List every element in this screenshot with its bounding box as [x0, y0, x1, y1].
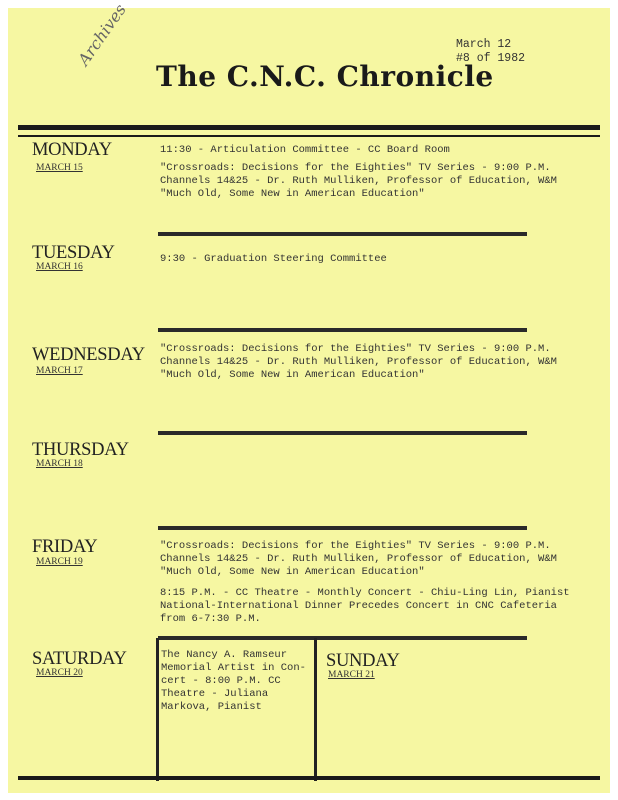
monday-entry-3: Channels 14&25 - Dr. Ruth Mulliken, Professor of Education, W&M — [160, 175, 557, 187]
issue-date: March 12 — [456, 38, 512, 51]
issue-number: #8 of 1982 — [456, 52, 526, 65]
footer-rule — [18, 776, 600, 780]
day-date-thursday: MARCH 18 — [36, 459, 83, 469]
wednesday-entry-2: Channels 14&25 - Dr. Ruth Mulliken, Professor of Education, W&M — [160, 356, 557, 368]
separator-thursday — [158, 526, 527, 530]
newsletter-title: The C.N.C. Chronicle — [156, 60, 494, 93]
saturday-entry-4: Theatre - Juliana — [161, 688, 269, 700]
saturday-entry-5: Markova, Pianist — [161, 701, 262, 713]
friday-entry-6: from 6-7:30 P.M. — [160, 613, 261, 625]
day-name-monday: MONDAY — [32, 140, 112, 160]
tuesday-entry-1: 9:30 - Graduation Steering Committee — [160, 253, 387, 265]
day-name-sunday: SUNDAY — [326, 651, 400, 671]
day-name-wednesday: WEDNESDAY — [32, 345, 145, 365]
friday-entry-2: Channels 14&25 - Dr. Ruth Mulliken, Professor of Education, W&M — [160, 553, 557, 565]
day-name-friday: FRIDAY — [32, 537, 98, 557]
header-rule-bottom — [18, 135, 600, 137]
friday-entry-1: "Crossroads: Decisions for the Eighties" TV Series - 9:00 P.M. — [160, 540, 551, 552]
saturday-entry-3: cert - 8:00 P.M. CC — [161, 675, 281, 687]
saturday-left-divider — [156, 638, 159, 781]
day-date-sunday: MARCH 21 — [328, 670, 375, 680]
saturday-entry-2: Memorial Artist in Con- — [161, 662, 306, 674]
newsletter-page — [8, 0, 610, 793]
day-name-thursday: THURSDAY — [32, 440, 129, 460]
day-date-wednesday: MARCH 17 — [36, 366, 83, 376]
header-rule-top — [18, 125, 600, 130]
handwritten-annotation: Archives — [74, 0, 130, 69]
separator-tuesday — [158, 328, 527, 332]
issue-info — [456, 38, 525, 66]
friday-entry-4: 8:15 P.M. - CC Theatre - Monthly Concert - Chiu-Ling Lin, Pianist — [160, 587, 570, 599]
friday-entry-5: National-International Dinner Precedes Concert in CNC Cafeteria — [160, 600, 557, 612]
saturday-entry-1: The Nancy A. Ramseur — [161, 649, 288, 661]
monday-entry-2: "Crossroads: Decisions for the Eighties" TV Series - 9:00 P.M. — [160, 162, 551, 174]
day-name-tuesday: TUESDAY — [32, 243, 115, 263]
day-date-saturday: MARCH 20 — [36, 668, 83, 678]
separator-friday — [158, 636, 527, 640]
separator-monday — [158, 232, 527, 236]
day-date-friday: MARCH 19 — [36, 557, 83, 567]
wednesday-entry-1: "Crossroads: Decisions for the Eighties" TV Series - 9:00 P.M. — [160, 343, 551, 355]
separator-wednesday — [158, 431, 527, 435]
day-date-monday: MARCH 15 — [36, 163, 83, 173]
day-name-saturday: SATURDAY — [32, 649, 127, 669]
wednesday-entry-3: "Much Old, Some New in American Education" — [160, 369, 425, 381]
friday-entry-3: "Much Old, Some New in American Education" — [160, 566, 425, 578]
monday-entry-4: "Much Old, Some New in American Education" — [160, 188, 425, 200]
monday-entry-1: 11:30 - Articulation Committee - CC Board Room — [160, 144, 450, 156]
day-date-tuesday: MARCH 16 — [36, 262, 83, 272]
sunday-divider — [314, 638, 317, 781]
